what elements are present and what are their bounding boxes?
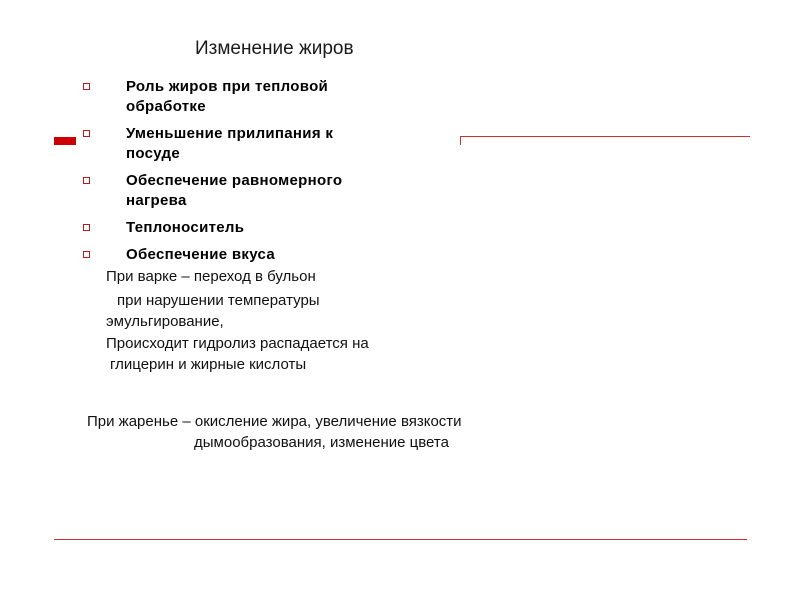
boiling-text-line: При варке – переход в бульон [106,268,316,285]
boiling-text-line: глицерин и жирные кислоты [110,356,307,373]
bullet-text-line-1: Обеспечение равномерного [126,172,343,189]
boiling-text-line: эмульгирование, [106,313,224,330]
corner-divider-line [460,136,750,145]
frying-text-line: дымообразования, изменение цвета [194,434,449,451]
bullet-list [82,77,422,272]
bullet-item-even-heating [82,171,422,211]
bullet-text-line-1: Обеспечение вкуса [126,246,275,263]
square-bullet-icon [83,224,90,231]
boiling-text-line: при нарушении температуры [117,292,320,309]
bottom-divider-line [54,539,747,540]
bullet-text-line-1: Роль жиров при тепловой [126,78,329,95]
accent-bar [54,137,76,145]
bullet-item-fat-role [82,77,422,117]
bullet-item-taste [82,245,422,265]
bullet-text-line-1: Уменьшение прилипания к [126,125,334,142]
square-bullet-icon [83,83,90,90]
bullet-item-less-sticking [82,124,422,164]
square-bullet-icon [83,130,90,137]
bullet-item-heat-carrier [82,218,422,238]
square-bullet-icon [83,177,90,184]
bullet-text-line-1: Теплоноситель [126,219,245,236]
bullet-text-line-2: нагрева [126,192,187,209]
bullet-text-line-2: обработке [126,98,206,115]
boiling-text-line: Происходит гидролиз распадается на [106,335,369,352]
frying-text-line: При жаренье – окисление жира, увеличение вязкости [87,413,462,430]
slide-title: Изменение жиров [195,38,354,59]
bullet-text-line-2: посуде [126,145,180,162]
square-bullet-icon [83,251,90,258]
